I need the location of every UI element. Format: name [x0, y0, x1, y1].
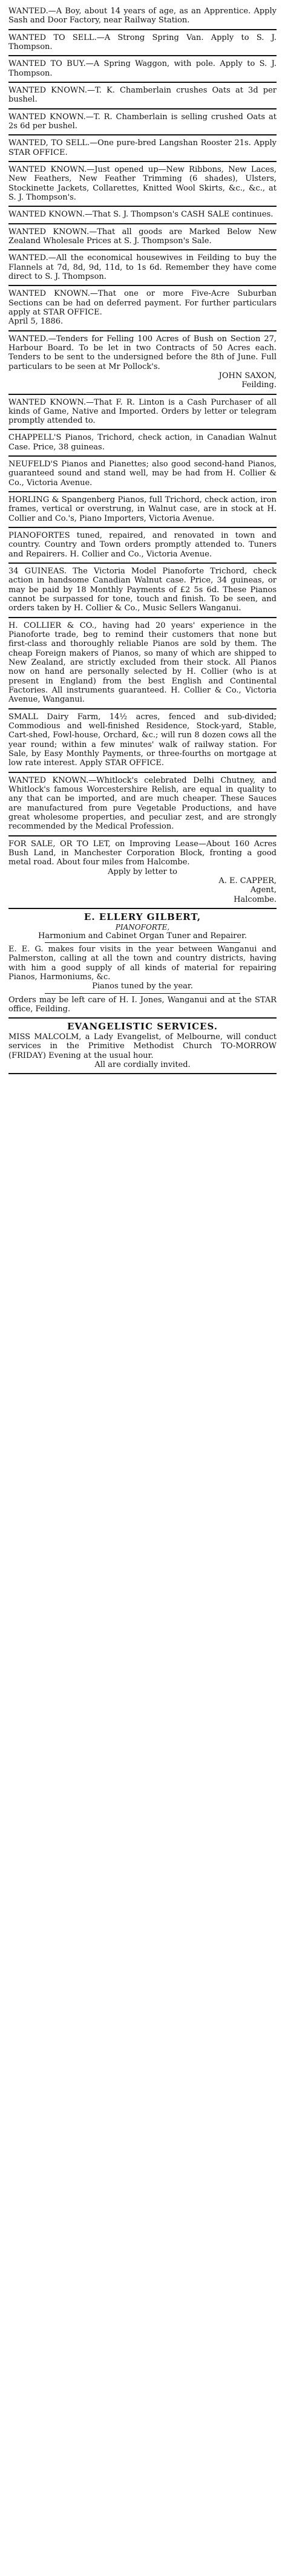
ad-text: WANTED KNOWN.—That one or more Five-Acre Suburban Sections can be had on deferred payment. For further particulars apply at STAR OFFICE.	[8, 289, 277, 317]
ad-text: WANTED.—A Boy, about 14 years of age, as an Apprentice. Apply Sash and Door Factory, near Railway Station.	[8, 7, 277, 25]
ad-subheading: PIANOFORTE,	[115, 922, 170, 931]
ad-ellery-gilbert	[8, 909, 277, 1019]
ad-text: WANTED TO SELL.—A Strong Spring Van. Apply to S. J. Thompson.	[8, 33, 277, 51]
ad-dairy-farm	[8, 709, 277, 773]
ad-whitlock-chutney	[8, 773, 277, 836]
ad-34-guineas	[8, 564, 277, 618]
ad-collier-co	[8, 618, 277, 709]
ad-text: WANTED KNOWN.—That all goods are Marked Below New Zealand Wholesale Prices at S. J. Thompson's Sale.	[8, 227, 277, 246]
ad-text: H. COLLIER & CO., having had 20 years' experience in the Pianoforte trade, beg to remind their customers that none but first-class and thoroughly reliable Pianos are sold by them. The cheap Foreign makers of Pianos, so many of which are shipped to New Zealand, are strictly excluded from their stock. All Pianos now on hand are personally selected by H. Collier (who is at present in England) from the best English and Continental Factories. All instruments guaranteed. H. Collier & Co., Victoria Avenue, Wanganui.	[8, 621, 277, 705]
ad-text: PIANOFORTES tuned, repaired, and renovated in town and country. Country and Town orders promptly attended to. Tuners and Repairers. H. Collier and Co., Victoria Avenue.	[8, 531, 277, 559]
ad-text: CHAPPELL'S Pianos, Trichord, check action, in Canadian Walnut Case. Price, 38 guineas.	[8, 433, 277, 452]
ad-rooster	[8, 135, 277, 162]
ad-spring-van	[8, 30, 277, 57]
ad-spring-waggon	[8, 56, 277, 83]
ad-felling-tenders	[8, 331, 277, 395]
ad-place: Halcombe.	[234, 895, 277, 904]
ad-oats-selling	[8, 109, 277, 136]
ad-place: Feilding.	[241, 380, 277, 390]
ad-pianoforte-repair	[8, 528, 277, 564]
ad-text: WANTED TO BUY.—A Spring Waggon, with pole. Apply to S. J. Thompson.	[8, 59, 277, 78]
ad-closing: All are cordially invited.	[94, 1060, 191, 1070]
ad-text: E. E. G. makes four visits in the year between Wanganui and Palmerston, calling at all the town and country districts, having with him a good supply of all kinds of material for repairing Pianos, Harmoniums, &c.	[8, 945, 277, 982]
ad-apply-line: Apply by letter to	[108, 867, 177, 876]
ad-agent-name: A. E. CAPPER,	[218, 876, 277, 885]
ad-text: WANTED, TO SELL.—One pure-bred Langshan Rooster 21s. Apply STAR OFFICE.	[8, 139, 277, 157]
ad-text: MISS MALCOLM, a Lady Evangelist, of Melbourne, will conduct services in the Primitive Methodist Church TO-MORROW (FRIDAY) Evening at the usual hour.	[8, 1032, 277, 1060]
ad-orders: Orders may be left care of H. I. Jones, Wanganui and at the STAR office, Feilding.	[8, 995, 277, 1014]
ad-goods-marked	[8, 224, 277, 251]
ad-text: WANTED KNOWN.—T. K. Chamberlain crushes Oats at 3d per bushel.	[8, 85, 277, 105]
ad-bush-land	[8, 836, 277, 909]
advertisement-column	[0, 0, 285, 1074]
divider	[45, 942, 240, 943]
ad-text: WANTED.—Tenders for Felling 100 Acres of Bush on Section 27, Harbour Board. To be let in two Contracts of 50 Acres each. Tenders to be sent to the undersigned before the 8th of June. Full particulars to be seen at Mr Pollock's.	[8, 334, 277, 371]
divider	[45, 993, 240, 994]
ad-oats-crushing	[8, 83, 277, 109]
ad-neufeld-pianos	[8, 457, 277, 492]
ad-evangelistic-services	[8, 1019, 277, 1074]
ad-heading: EVANGELISTIC SERVICES.	[67, 1021, 218, 1032]
ad-trade: Harmonium and Cabinet Organ Tuner and Repairer.	[38, 931, 247, 941]
ad-horling-pianos	[8, 492, 277, 528]
ad-cash-sale	[8, 207, 277, 224]
ad-heading: E. ELLERY GILBERT,	[84, 911, 201, 922]
ad-text: 34 GUINEAS. The Victoria Model Pianoforte Trichord, check action in handsome Canadian Walnut case. Price, 34 guineas, or may be paid by 18 Monthly Payments of £2 5s 6d. These Pianos cannot be surpassed for tone, touch and finish. To be seen, and orders taken by H. Collier & Co., Music Sellers Wanganui.	[8, 567, 277, 613]
ad-agent-title: Agent,	[250, 885, 277, 895]
ad-text: WANTED KNOWN.—Whitlock's celebrated Delhi Chutney, and Whitlock's famous Worcestershire Relish, are equal in quality to any that can be imported, and are much cheaper. These Sauces are manufactured from pure Vegetable Productions, and have great wholesome properties, and peculiar zest, and are strongly recommended by the Medical Profession.	[8, 775, 277, 832]
ad-text: WANTED KNOWN.—T. R. Chamberlain is selling crushed Oats at 2s 6d per bushel.	[8, 112, 277, 131]
ad-text: HORLING & Spangenberg Pianos, full Trichord, check action, iron frames, vertical or overstrung, in Walnut case, are in stock at H. Collier and Co.'s, Piano Importers, Victoria Avenue.	[8, 495, 277, 523]
ad-signature: JOHN SAXON,	[218, 371, 277, 380]
ad-text: WANTED KNOWN.—Just opened up—New Ribbons, New Laces, New Feathers, New Feather Trimming (6 shades), Ulsters, Stockinette Jackets, Collarettes, Knitted Wool Skirts, &c., &c., at S. J. Thompson's.	[8, 165, 277, 202]
ad-text: WANTED KNOWN.—That S. J. Thompson's CASH SALE continues.	[8, 210, 274, 220]
ad-text: NEUFELD'S Pianos and Pianettes; also good second-hand Pianos, guaranteed sound and stand well, may be had from H. Collier & Co., Victoria Avenue.	[8, 460, 277, 487]
ad-text: WANTED KNOWN.—That F. R. Linton is a Cash Purchaser of all kinds of Game, Native and Imported. Orders by letter or telegram promptly attended to.	[8, 397, 277, 426]
ad-text: SMALL Dairy Farm, 14½ acres, fenced and sub-divided; Commodious and well-finished Residence, Stock-yard, Stable, Cart-shed, Fowl-house, Orchard, &c.; will run 8 dozen cows all the year round; within a few minutes' walk of railway station. For Sale, by Easy Monthly Payments, or three-fourths on mortgage at low rate interest. Apply STAR OFFICE.	[8, 712, 277, 768]
ad-note: Pianos tuned by the year.	[92, 982, 193, 991]
ad-text: WANTED.—All the economical housewives in Feilding to buy the Flannels at 7d, 8d, 9d, 11d, to 1s 6d. Remember they have come direct to S. J. Thompson.	[8, 253, 277, 281]
ad-chappell-pianos	[8, 430, 277, 457]
ad-flannels	[8, 250, 277, 286]
ad-date: April 5, 1886.	[8, 317, 64, 327]
ad-game-purchaser	[8, 395, 277, 431]
ad-new-ribbons	[8, 162, 277, 207]
ad-boy-wanted	[8, 4, 277, 30]
ad-text: FOR SALE, OR TO LET, on Improving Lease—About 160 Acres Bush Land, in Manchester Corporation Block, fronting a good metal road. About four miles from Halcombe.	[8, 839, 277, 867]
ad-suburban-sections	[8, 286, 277, 331]
